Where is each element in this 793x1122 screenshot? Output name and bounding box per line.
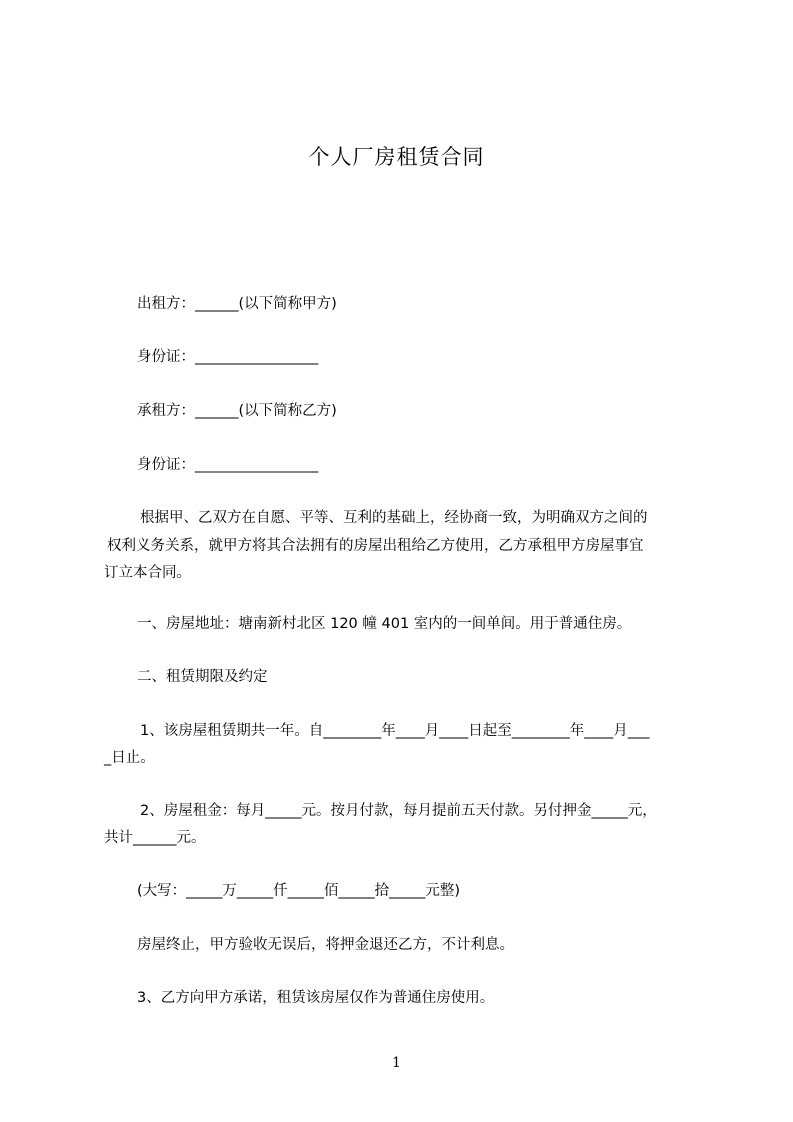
lessee-line: 承租方：______(以下简称乙方) [137, 403, 337, 419]
intro-line-1: 根据甲、乙双方在自愿、平等、互利的基础上，经协商一致，为明确双方之间的 [140, 510, 648, 526]
intro-line-3: 订立本合同。 [104, 565, 191, 581]
amount-in-words: (大写：_____万_____仟_____佰_____拾_____元整) [137, 883, 461, 899]
intro-line-2: 权利义务关系，就甲方将其合法拥有的房屋出租给乙方使用，乙方承租甲方房屋事宜 [107, 538, 644, 554]
item-1-line-2: _日止。 [104, 750, 155, 766]
page-number: 1 [392, 1055, 401, 1071]
lessor-line: 出租方：______(以下简称甲方) [137, 296, 337, 312]
lessee-id-line: 身份证：_________________ [137, 457, 319, 473]
item-2-line-2: 共计______元。 [104, 830, 206, 846]
lessor-id-line: 身份证：_________________ [137, 349, 319, 365]
item-3-line: 3、乙方向甲方承诺，租赁该房屋仅作为普通住房使用。 [137, 990, 495, 1006]
item-1-line-1: 1、该房屋租赁期共一年。自________年____月____日起至________年____月___ [140, 723, 650, 739]
deposit-return-line: 房屋终止，甲方验收无误后，将押金退还乙方，不计利息。 [137, 937, 514, 953]
section-2-heading: 二、租赁期限及约定 [137, 669, 268, 685]
section-1-address: 一、房屋地址：塘南新村北区 120 幢 401 室内的一间单间。用于普通住房。 [137, 616, 632, 632]
item-2-line-1: 2、房屋租金：每月_____元。按月付款，每月提前五天付款。另付押金_____元， [140, 803, 657, 819]
document-title: 个人厂房租赁合同 [308, 145, 485, 169]
